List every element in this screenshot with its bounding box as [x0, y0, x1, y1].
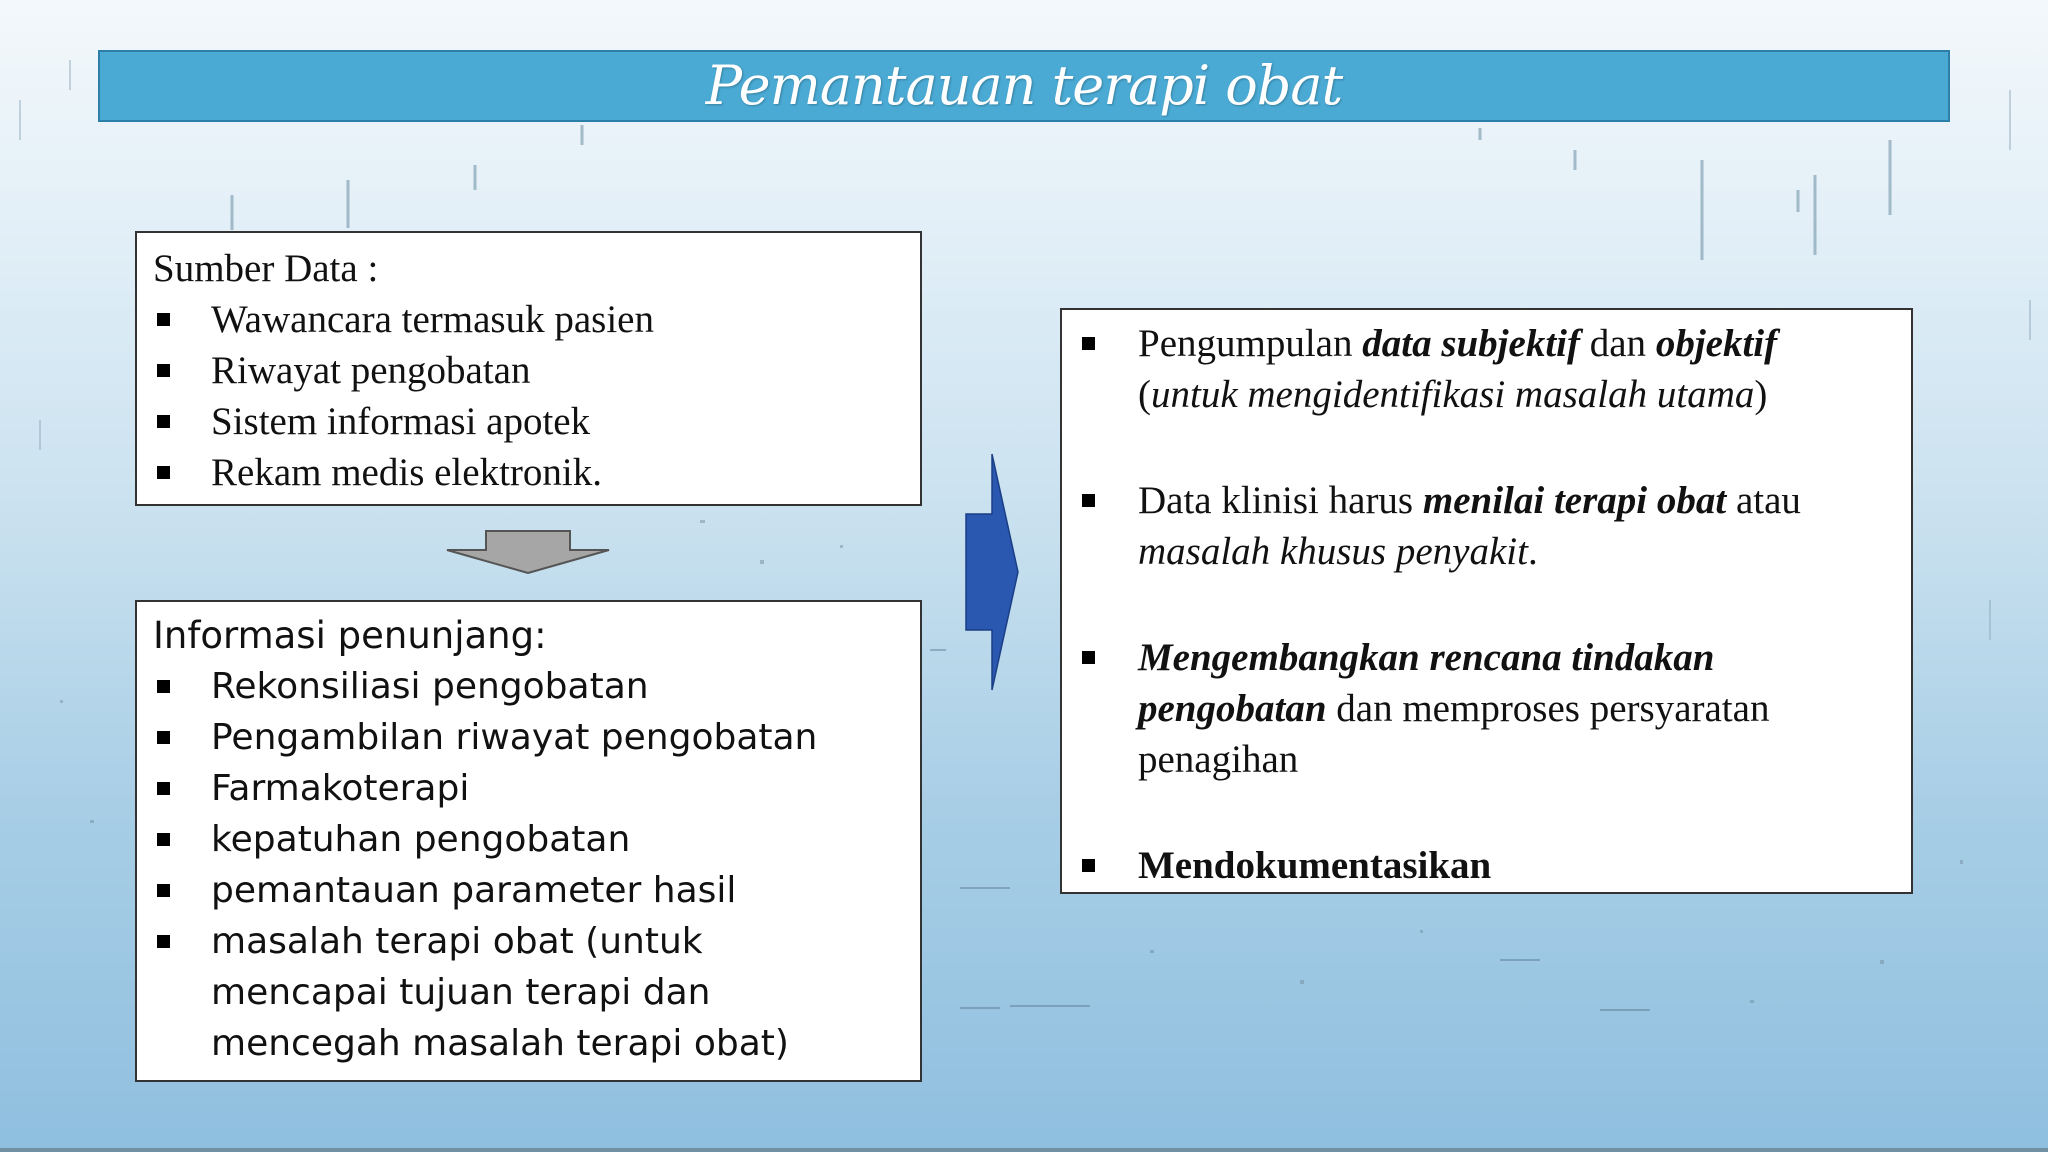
- list-item: kepatuhan pengobatan: [153, 814, 920, 865]
- down-arrow-icon: [443, 530, 613, 574]
- square-bullet-icon: [1082, 859, 1095, 872]
- supporting-info-list: [153, 661, 920, 1069]
- square-bullet-icon: [157, 833, 170, 846]
- source-data-list: [153, 294, 920, 498]
- list-item: pemantauan parameter hasil: [153, 865, 920, 916]
- square-bullet-icon: [157, 313, 170, 326]
- square-bullet-icon: [1082, 494, 1095, 507]
- source-data-heading: Sumber Data :: [153, 247, 379, 290]
- supporting-info-box: [135, 600, 922, 1082]
- square-bullet-icon: [157, 884, 170, 897]
- title-bar: [98, 50, 1950, 122]
- square-bullet-icon: [157, 935, 170, 948]
- list-item: Wawancara termasuk pasien: [153, 294, 920, 345]
- list-item: Riwayat pengobatan: [153, 345, 920, 396]
- square-bullet-icon: [157, 415, 170, 428]
- source-data-box: [135, 231, 922, 506]
- square-bullet-icon: [157, 466, 170, 479]
- slide-title: Pemantauan terapi obat: [705, 54, 1343, 117]
- square-bullet-icon: [1082, 651, 1095, 664]
- monitoring-steps-list: [1080, 318, 1911, 891]
- square-bullet-icon: [157, 731, 170, 744]
- list-item: Pengambilan riwayat pengobatan: [153, 712, 920, 763]
- right-arrow-icon: [965, 452, 1019, 692]
- square-bullet-icon: [157, 364, 170, 377]
- square-bullet-icon: [157, 782, 170, 795]
- list-item: masalah terapi obat (untuk mencapai tujuan terapi dan mencegah masalah terapi obat): [153, 916, 920, 1069]
- list-item: Pengumpulan data subjektif dan objektif (untuk mengidentifikasi masalah utama): [1080, 318, 1911, 420]
- list-item: Data klinisi harus menilai terapi obat atau masalah khusus penyakit.: [1080, 475, 1911, 577]
- list-item: Mendokumentasikan: [1080, 840, 1911, 891]
- square-bullet-icon: [157, 680, 170, 693]
- list-item: Mengembangkan rencana tindakan pengobatan dan memproses persyaratan penagihan: [1080, 632, 1911, 785]
- list-item: Farmakoterapi: [153, 763, 920, 814]
- supporting-info-heading: Informasi penunjang:: [153, 614, 547, 657]
- list-item: Rekam medis elektronik.: [153, 447, 920, 498]
- list-item: Rekonsiliasi pengobatan: [153, 661, 920, 712]
- monitoring-steps-box: [1060, 308, 1913, 894]
- list-item: Sistem informasi apotek: [153, 396, 920, 447]
- square-bullet-icon: [1082, 337, 1095, 350]
